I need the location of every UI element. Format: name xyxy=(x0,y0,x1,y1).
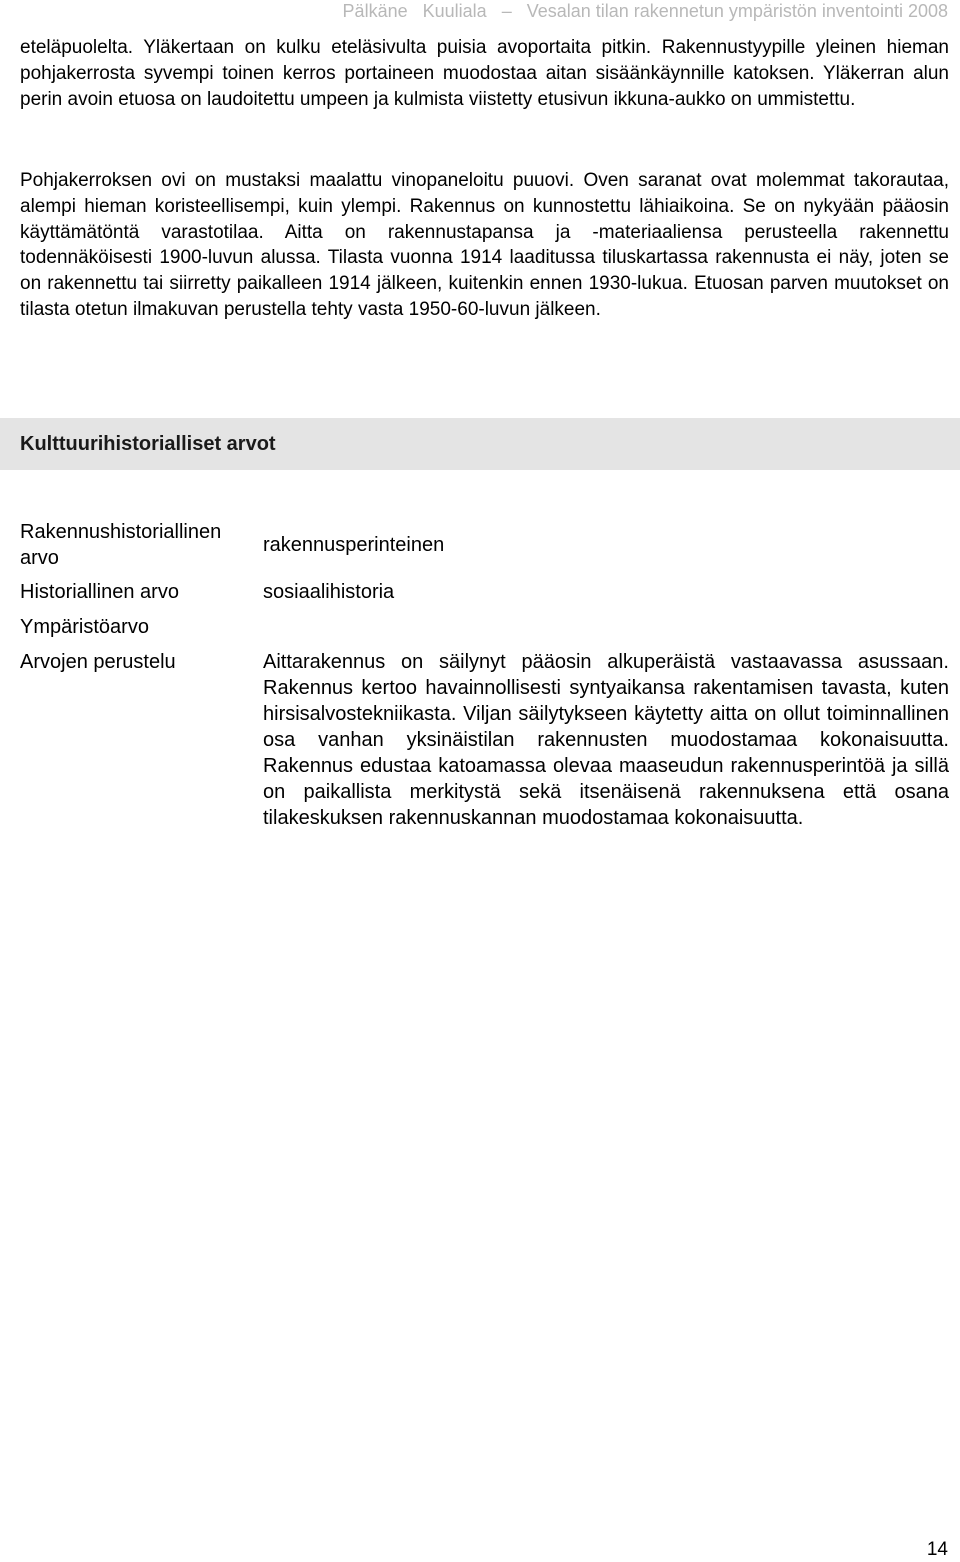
body-paragraph-2: Pohjakerroksen ovi on mustaksi maalattu vinopaneloitu puuovi. Oven saranat ovat molemmat takorautaa, alempi hieman koristeellisempi, kuin ylempi. Rakennus on kunnostettu lähiaikoina. Se on nykyään pääosin käyttämätöntä varastotilaa. Aitta on rakennustapansa ja -materiaaliensa perusteella rakennettu todennäköisesti 1900-luvun alussa. Tilasta vuonna 1914 laaditussa tiluskartassa rakennusta ei näy, joten se on rakennettu tai siirretty paikalleen 1914 jälkeen, kuitenkin ennen 1930-lukua. Etuosan parven muutokset on tilasta otetun ilmakuvan perustella tehty vasta 1950-60-luvun jälkeen. xyxy=(20,170,949,320)
page-number: 14 xyxy=(926,1539,948,1560)
header-report-title: Vesalan tilan rakennetun ympäristön inventointi 2008 xyxy=(526,1,948,21)
rationale-value: Aittarakennus on säilynyt pääosin alkuperäistä vastaavassa asussaan. Rakennus kertoo havainnollisesti syntyaikansa rakentamisen tavasta, kuten hirsisalvostekniikasta. Viljan säilytykseen käytetty aitta on ollut toiminnallinen osa vanhan yksinäistilan rakennusten muodostamaa kokonaisuutta. Rakennus edustaa katoamassa olevaa maaseudun rakennusperintöä ja sillä on paikallista merkitystä sekä itsenäisenä rakennuksena että osana tilakeskuksen rakennuskannan muodostamaa kokonaisuutta. xyxy=(263,651,949,829)
environmental-value-label: Ympäristöarvo xyxy=(20,616,149,638)
body-paragraph-1: eteläpuolelta. Yläkertaan on kulku eteläsivulta puisia avoportaita pitkin. Rakennustyypille yleinen hieman pohjakerrosta syvempi toinen kerros portaineen muodostaa aitan sisäänkäynnille katoksen. Yläkerran alun perin avoin etuosa on laudoitettu umpeen ja kulmista viistetty etusivun ikkuna-aukko on ummistettu. xyxy=(20,37,949,110)
building-history-value: rakennusperinteinen xyxy=(263,534,445,556)
header-village: Kuuliala xyxy=(422,1,487,21)
section-title: Kulttuurihistorialliset arvot xyxy=(20,433,276,455)
running-header xyxy=(333,0,948,22)
building-history-label: Rakennushistoriallinen arvo xyxy=(20,521,222,569)
section-heading-bar xyxy=(0,418,960,470)
header-dash: – xyxy=(501,1,512,21)
historical-value-label: Historiallinen arvo xyxy=(20,581,179,603)
header-place: Pälkäne xyxy=(342,1,408,21)
historical-value: sosiaalihistoria xyxy=(263,581,395,603)
rationale-label: Arvojen perustelu xyxy=(20,651,176,673)
